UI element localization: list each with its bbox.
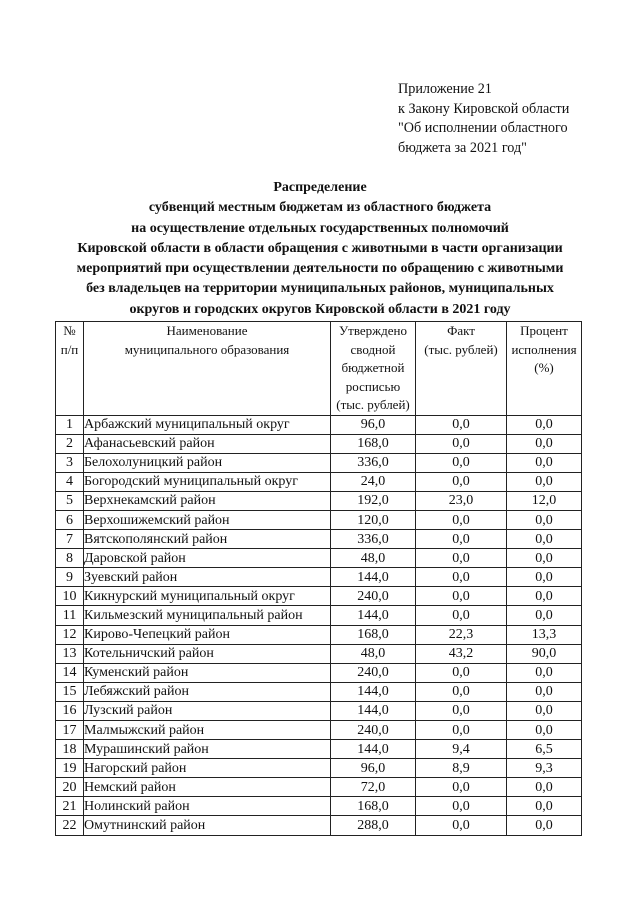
table-row: [56, 682, 582, 701]
cell-percent: 9,3: [507, 759, 582, 778]
cell-fact: 0,0: [416, 797, 507, 816]
cell-name: Богородский муниципальный округ: [84, 472, 331, 491]
cell-approved: 24,0: [331, 472, 416, 491]
cell-fact: 8,9: [416, 759, 507, 778]
cell-approved: 96,0: [331, 759, 416, 778]
cell-fact: 23,0: [416, 491, 507, 510]
table-row: [56, 701, 582, 720]
appendix-line: Приложение 21: [398, 81, 492, 97]
cell-approved: 144,0: [331, 701, 416, 720]
cell-approved: 336,0: [331, 530, 416, 549]
cell-approved: 144,0: [331, 682, 416, 701]
table-row: [56, 740, 582, 759]
cell-name: Нолинский район: [84, 797, 331, 816]
header-approved: [331, 322, 416, 416]
table-header-row: [56, 322, 582, 416]
header-text: №: [63, 323, 76, 338]
cell-num: 6: [56, 510, 84, 529]
header-text: (%): [534, 360, 554, 375]
cell-name: Куменский район: [84, 663, 331, 682]
cell-approved: 168,0: [331, 797, 416, 816]
cell-num: 10: [56, 587, 84, 606]
header-text: бюджетной: [341, 360, 405, 375]
cell-percent: 0,0: [507, 701, 582, 720]
table-row: [56, 453, 582, 472]
cell-percent: 0,0: [507, 663, 582, 682]
cell-name: Лебяжский район: [84, 682, 331, 701]
cell-percent: 12,0: [507, 491, 582, 510]
header-text: росписью: [345, 378, 401, 394]
cell-percent: 13,3: [507, 625, 582, 644]
cell-num: 1: [56, 415, 84, 434]
cell-num: 16: [56, 701, 84, 720]
cell-percent: 0,0: [507, 415, 582, 434]
table-row: [56, 759, 582, 778]
header-text: Утверждено: [338, 323, 408, 338]
cell-name: Омутнинский район: [84, 816, 331, 835]
cell-percent: 0,0: [507, 434, 582, 453]
cell-num: 21: [56, 797, 84, 816]
cell-approved: 192,0: [331, 491, 416, 510]
table-row: [56, 644, 582, 663]
title-line: округов и городских округов Кировской области в 2021 году: [129, 301, 511, 317]
cell-approved: 120,0: [331, 510, 416, 529]
header-text: (тыс. рублей): [424, 341, 498, 357]
table-row: [56, 625, 582, 644]
cell-fact: 0,0: [416, 701, 507, 720]
table-row: [56, 530, 582, 549]
cell-approved: 240,0: [331, 587, 416, 606]
cell-num: 13: [56, 644, 84, 663]
cell-fact: 0,0: [416, 472, 507, 491]
header-text: п/п: [60, 341, 79, 357]
table-row: [56, 663, 582, 682]
table-row: [56, 434, 582, 453]
cell-name: Кикнурский муниципальный округ: [84, 587, 331, 606]
header-name: [84, 322, 331, 416]
table-row: [56, 606, 582, 625]
cell-fact: 0,0: [416, 434, 507, 453]
table-row: [56, 797, 582, 816]
cell-percent: 0,0: [507, 606, 582, 625]
cell-fact: 0,0: [416, 778, 507, 797]
cell-fact: 0,0: [416, 530, 507, 549]
cell-percent: 0,0: [507, 510, 582, 529]
cell-percent: 0,0: [507, 568, 582, 587]
cell-percent: 0,0: [507, 549, 582, 568]
cell-name: Даровской район: [84, 549, 331, 568]
cell-num: 20: [56, 778, 84, 797]
cell-percent: 0,0: [507, 816, 582, 835]
cell-name: Мурашинский район: [84, 740, 331, 759]
cell-name: Немский район: [84, 778, 331, 797]
cell-fact: 0,0: [416, 721, 507, 740]
cell-percent: 0,0: [507, 778, 582, 797]
cell-percent: 90,0: [507, 644, 582, 663]
table-row: [56, 472, 582, 491]
cell-fact: 9,4: [416, 740, 507, 759]
table-row: [56, 549, 582, 568]
cell-num: 11: [56, 606, 84, 625]
header-text: Процент: [520, 323, 568, 338]
table-row: [56, 721, 582, 740]
cell-approved: 336,0: [331, 453, 416, 472]
cell-fact: 0,0: [416, 415, 507, 434]
cell-num: 15: [56, 682, 84, 701]
header-text: (тыс. рублей): [336, 397, 410, 412]
cell-num: 3: [56, 453, 84, 472]
cell-num: 18: [56, 740, 84, 759]
cell-approved: 144,0: [331, 606, 416, 625]
header-text: исполнения: [511, 341, 577, 357]
cell-percent: 0,0: [507, 472, 582, 491]
appendix-caption: [398, 80, 569, 158]
cell-fact: 0,0: [416, 606, 507, 625]
subsidy-table: [55, 321, 582, 836]
cell-num: 5: [56, 491, 84, 510]
cell-approved: 96,0: [331, 415, 416, 434]
header-percent: [507, 322, 582, 416]
title-line: без владельцев на территории муниципальных районов, муниципальных: [86, 281, 554, 297]
cell-fact: 0,0: [416, 587, 507, 606]
header-text: муниципального образования: [124, 341, 290, 357]
cell-name: Верхнекамский район: [84, 491, 331, 510]
header-text: Факт: [447, 323, 475, 338]
title-line: Кировской области в области обращения с животными в части организации: [77, 240, 563, 256]
cell-num: 2: [56, 434, 84, 453]
cell-num: 9: [56, 568, 84, 587]
cell-name: Нагорский район: [84, 759, 331, 778]
cell-approved: 240,0: [331, 721, 416, 740]
cell-name: Белохолуницкий район: [84, 453, 331, 472]
header-fact: [416, 322, 507, 416]
cell-approved: 144,0: [331, 568, 416, 587]
cell-name: Афанасьевский район: [84, 434, 331, 453]
header-text: Наименование: [166, 323, 248, 338]
cell-approved: 240,0: [331, 663, 416, 682]
table-body: [56, 415, 582, 835]
table-row: [56, 510, 582, 529]
table-row: [56, 816, 582, 835]
cell-name: Вятскополянский район: [84, 530, 331, 549]
appendix-line: к Закону Кировской области: [398, 100, 570, 117]
cell-fact: 43,2: [416, 644, 507, 663]
cell-num: 7: [56, 530, 84, 549]
title-line: на осуществление отдельных государственных полномочий: [131, 220, 509, 236]
cell-fact: 0,0: [416, 549, 507, 568]
cell-percent: 6,5: [507, 740, 582, 759]
cell-approved: 48,0: [331, 549, 416, 568]
cell-approved: 144,0: [331, 740, 416, 759]
table-row: [56, 491, 582, 510]
cell-num: 4: [56, 472, 84, 491]
cell-fact: 0,0: [416, 568, 507, 587]
document-title: [40, 178, 600, 320]
table-row: [56, 568, 582, 587]
cell-percent: 0,0: [507, 587, 582, 606]
cell-approved: 72,0: [331, 778, 416, 797]
title-line: мероприятий при осуществлении деятельности по обращению с животными: [76, 261, 564, 277]
cell-percent: 0,0: [507, 530, 582, 549]
cell-fact: 0,0: [416, 663, 507, 682]
cell-approved: 168,0: [331, 434, 416, 453]
cell-fact: 0,0: [416, 682, 507, 701]
cell-fact: 22,3: [416, 625, 507, 644]
table-row: [56, 415, 582, 434]
cell-name: Кирово-Чепецкий район: [84, 625, 331, 644]
cell-approved: 48,0: [331, 644, 416, 663]
cell-num: 22: [56, 816, 84, 835]
cell-num: 17: [56, 721, 84, 740]
cell-fact: 0,0: [416, 816, 507, 835]
title-line: Распределение: [273, 180, 367, 195]
appendix-line: "Об исполнении областного: [398, 120, 568, 136]
cell-num: 8: [56, 549, 84, 568]
cell-percent: 0,0: [507, 682, 582, 701]
cell-fact: 0,0: [416, 510, 507, 529]
cell-name: Лузский район: [84, 701, 331, 720]
appendix-line: бюджета за 2021 год": [398, 139, 527, 156]
cell-name: Кильмезский муниципальный район: [84, 606, 331, 625]
table-row: [56, 778, 582, 797]
cell-percent: 0,0: [507, 721, 582, 740]
cell-name: Арбажский муниципальный округ: [84, 415, 331, 434]
header-num: [56, 322, 84, 416]
title-line: субвенций местным бюджетам из областного бюджета: [148, 200, 492, 216]
cell-name: Зуевский район: [84, 568, 331, 587]
table-row: [56, 587, 582, 606]
cell-approved: 168,0: [331, 625, 416, 644]
cell-num: 14: [56, 663, 84, 682]
cell-name: Котельничский район: [84, 644, 331, 663]
cell-num: 19: [56, 759, 84, 778]
cell-num: 12: [56, 625, 84, 644]
cell-percent: 0,0: [507, 797, 582, 816]
header-text: сводной: [350, 341, 396, 357]
cell-fact: 0,0: [416, 453, 507, 472]
cell-name: Верхошижемский район: [84, 510, 331, 529]
cell-approved: 288,0: [331, 816, 416, 835]
cell-percent: 0,0: [507, 453, 582, 472]
cell-name: Малмыжский район: [84, 721, 331, 740]
